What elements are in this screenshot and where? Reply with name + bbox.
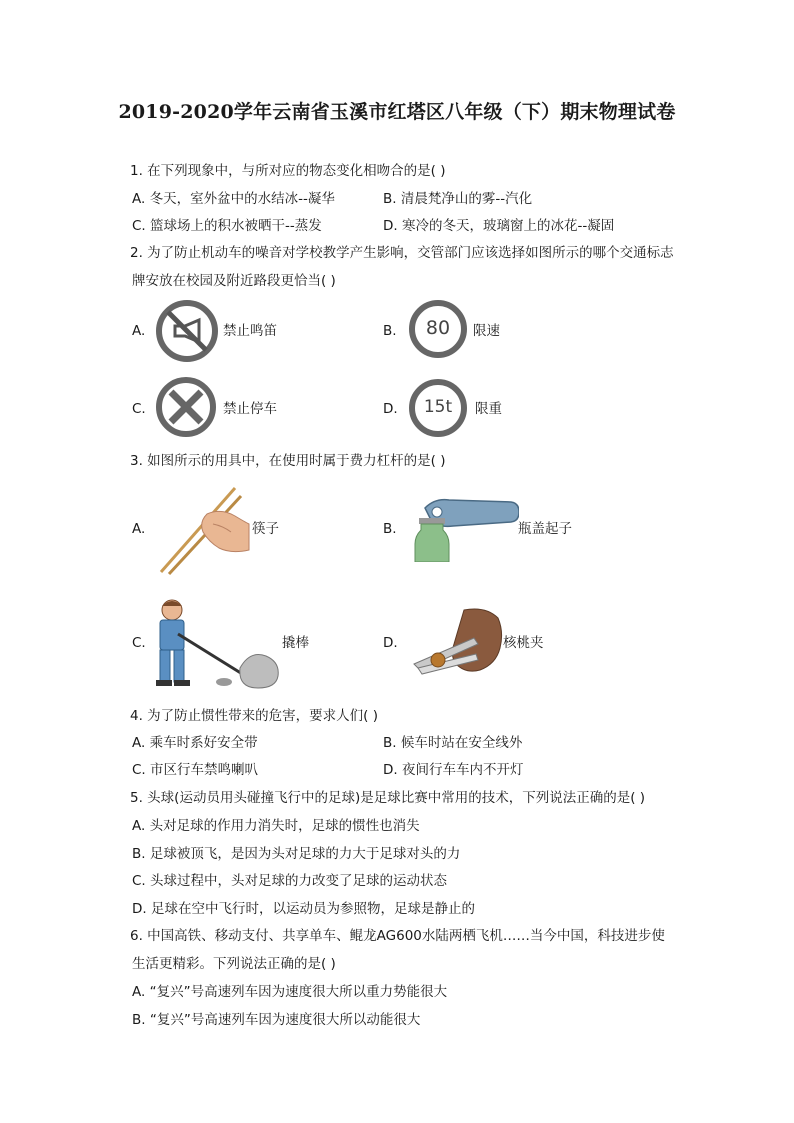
speed-limit-sign-icon: [408, 299, 468, 359]
q2-b-letter: B.: [383, 323, 397, 339]
page-title: 2019-2020学年云南省玉溪市红塔区八年级（下）期末物理试卷: [118, 101, 676, 123]
q4-stem: 4. 为了防止惯性带来的危害，要求人们( ): [130, 708, 378, 724]
q2-a-text: 禁止鸣笛: [223, 323, 277, 339]
q6-stem-line1: 6. 中国高铁、移动支付、共享单车、鲲龙AG600水陆两栖飞机……当今中国，科技进步使: [130, 928, 665, 944]
q5-option-c: C. 头球过程中，头对足球的力改变了足球的运动状态: [132, 873, 448, 889]
no-honking-sign-icon: [155, 299, 219, 363]
q3-b-letter: B.: [383, 521, 397, 537]
q5-option-a: A. 头对足球的作用力消失时，足球的惯性也消失: [132, 818, 420, 834]
chopsticks-hand-image: [155, 484, 251, 576]
q2-d-text: 限重: [475, 401, 502, 417]
q2-c-letter: C.: [132, 401, 146, 417]
q2-stem-line1: 2. 为了防止机动车的噪音对学校教学产生影响，交管部门应该选择如图所示的哪个交通标志: [130, 245, 674, 261]
q1-option-a: A. 冬天，室外盆中的水结冰--凝华: [132, 191, 335, 207]
q3-d-letter: D.: [383, 635, 398, 651]
q3-b-text: 瓶盖起子: [518, 521, 572, 537]
no-parking-sign-icon: [155, 376, 217, 438]
q3-a-text: 筷子: [252, 521, 279, 537]
q4-option-a: A. 乘车时系好安全带: [132, 735, 258, 751]
q1-option-d: D. 寒冷的冬天，玻璃窗上的冰花--凝固: [383, 218, 615, 234]
q3-d-text: 核桃夹: [503, 635, 544, 651]
q4-option-b: B. 候车时站在安全线外: [383, 735, 523, 751]
q6-option-b: B. “复兴”号高速列车因为速度很大所以动能很大: [132, 1012, 421, 1028]
nutcracker-image: [410, 606, 504, 676]
q1-option-c: C. 篮球场上的积水被晒干--蒸发: [132, 218, 322, 234]
q4-option-c: C. 市区行车禁鸣喇叭: [132, 762, 259, 778]
q6-option-a: A. “复兴”号高速列车因为速度很大所以重力势能很大: [132, 984, 448, 1000]
q3-c-text: 撬棒: [282, 635, 309, 651]
q1-option-b: B. 清晨梵净山的雾--汽化: [383, 191, 533, 207]
q2-a-letter: A.: [132, 323, 146, 339]
q1-stem: 1. 在下列现象中，与所对应的物态变化相吻合的是( ): [130, 163, 446, 179]
crowbar-worker-image: [148, 598, 282, 690]
q3-stem: 3. 如图所示的用具中，在使用时属于费力杠杆的是( ): [130, 453, 446, 469]
q5-option-d: D. 足球在空中飞行时，以运动员为参照物，足球是静止的: [132, 901, 475, 917]
q2-stem-line2: 牌安放在校园及附近路段更恰当( ): [132, 273, 336, 289]
q5-stem: 5. 头球(运动员用头碰撞飞行中的足球)是足球比赛中常用的技术，下列说法正确的是( ): [130, 790, 646, 806]
q6-stem-line2: 生活更精彩。下列说法正确的是( ): [132, 956, 336, 972]
q4-option-d: D. 夜间行车车内不开灯: [383, 762, 524, 778]
q3-a-letter: A.: [132, 521, 146, 537]
weight-limit-sign-icon: [408, 378, 468, 438]
weight-limit-value: 15t: [423, 397, 453, 417]
q3-c-letter: C.: [132, 635, 146, 651]
q2-b-text: 限速: [473, 323, 500, 339]
speed-limit-value: 80: [425, 317, 451, 339]
q2-d-letter: D.: [383, 401, 398, 417]
q2-c-text: 禁止停车: [223, 401, 277, 417]
q5-option-b: B. 足球被顶飞，是因为头对足球的力大于足球对头的力: [132, 846, 461, 862]
bottle-opener-image: [407, 494, 519, 562]
